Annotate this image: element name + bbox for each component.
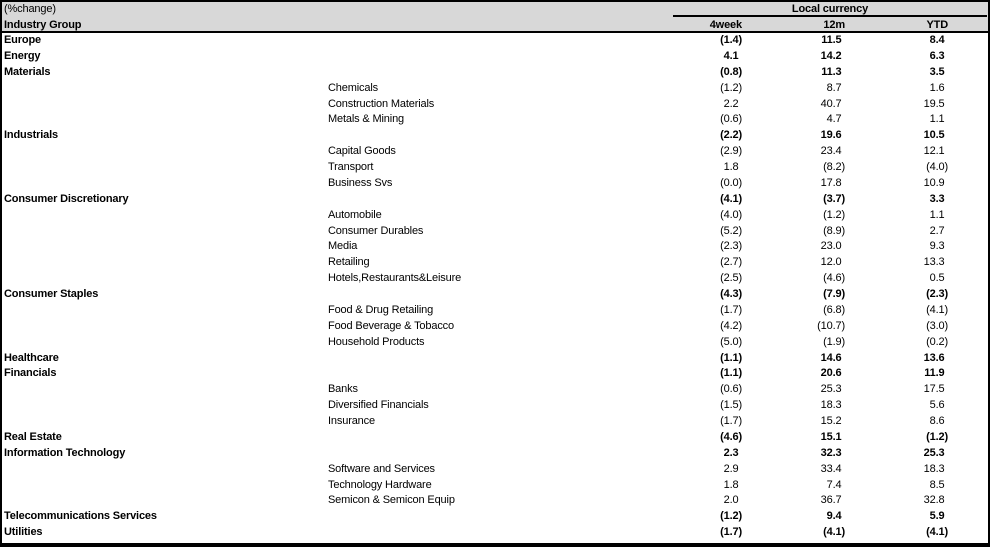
cell-value: 2.3 [723,446,739,459]
cell-value: (0.0) [720,176,742,189]
table-row-sub [2,81,988,97]
cell-value: 10.5 [923,129,945,142]
row-label: Household Products [328,335,425,348]
table-row-group [2,49,988,65]
cell-value: 1.1 [929,113,945,126]
cell-value: 1.8 [723,161,739,173]
table-row-sub [2,176,988,192]
cell-value: 18.3 [923,462,945,475]
row-label: Europe [4,34,41,46]
cell-value: 0.5 [929,272,945,285]
cell-value: (4.1) [823,526,845,539]
cell-value: 4.7 [826,113,842,126]
row-label: Software and Services [328,462,435,475]
row-label: Semicon & Semicon Equip [328,494,455,507]
cell-value: 1.1 [929,208,945,221]
table-row-sub [2,319,988,335]
table-row-sub [2,112,988,128]
cell-value: (3.7) [823,192,845,205]
cell-value: 19.5 [923,97,945,110]
cell-value: (1.7) [720,415,742,427]
table-row-group [2,351,988,367]
table-row-group [2,509,988,525]
table-row-group [2,446,988,462]
cell-value: 12.1 [923,145,945,158]
cell-value: 9.4 [826,510,842,523]
row-label: Retailing [328,256,370,269]
cell-value: (0.8) [720,65,742,78]
cell-value: 1.8 [723,478,739,491]
table-row-sub [2,144,988,160]
cell-value: 7.4 [826,478,842,491]
cell-value: (4.3) [720,288,742,300]
table-row-group [2,65,988,81]
table-row-sub [2,255,988,271]
table-row-group [2,287,988,303]
cell-value: 4.1 [723,49,739,62]
cell-value: (2.5) [720,272,742,285]
row-label: Metals & Mining [328,113,405,126]
cell-value: (7.9) [823,288,845,300]
cell-value: (1.7) [720,303,742,316]
row-label: Construction Materials [328,97,435,110]
cell-value: 32.3 [820,446,842,459]
cell-value: 11.5 [821,34,842,46]
cell-value: (4.0) [720,208,742,221]
cell-value: (4.1) [926,526,948,539]
row-label: Materials [4,65,51,78]
industry-group-column-header: Industry Group [4,19,82,31]
row-label: Diversified Financials [328,399,429,412]
cell-value: (2.2) [720,129,742,142]
table-row-sub [2,303,988,319]
cell-value: (0.6) [720,383,742,396]
cell-value: 5.9 [929,510,945,523]
table-row-group [2,192,988,208]
table-row-sub [2,208,988,224]
cell-value: (2.3) [720,240,742,253]
cell-value: 11.3 [821,65,842,78]
cell-value: 2.9 [723,462,739,475]
cell-value: 13.3 [923,256,945,269]
row-label: Consumer Discretionary [4,192,129,205]
cell-value: (10.7) [817,319,845,332]
row-label: Business Svs [328,176,393,189]
cell-value: 14.6 [820,351,842,364]
cell-value: 25.3 [820,383,842,396]
cell-value: (2.3) [926,288,948,300]
cell-value: (1.2) [720,81,742,94]
table-row-sub [2,382,988,398]
table-row-sub [2,224,988,240]
table-row-sub [2,335,988,351]
row-label: Chemicals [328,81,378,94]
cell-value: 3.5 [929,65,945,78]
table-row-group [2,33,988,49]
row-label: Utilities [4,526,43,539]
row-label: Hotels,Restaurants&Leisure [328,272,462,285]
cell-value: 11.9 [924,367,945,380]
cell-value: 15.2 [820,415,842,427]
table-row-sub [2,414,988,430]
cell-value: 8.5 [929,478,945,491]
table-row-sub [2,493,988,509]
cell-value: (6.8) [823,303,845,316]
cell-value: (5.0) [720,335,742,348]
row-label: Consumer Durables [328,224,424,237]
cell-value: 9.3 [929,240,945,253]
cell-value: (8.2) [823,161,845,173]
cell-value: 15.1 [820,430,842,443]
table-row-sub [2,271,988,287]
row-label: Information Technology [4,446,126,459]
cell-value: 40.7 [820,97,842,110]
cell-value: (1.2) [926,430,948,443]
table-row-sub [2,462,988,478]
row-label: Insurance [328,415,375,427]
row-label: Automobile [328,208,382,221]
table-row-sub [2,97,988,113]
cell-value: (1.7) [720,526,742,539]
cell-value: 17.5 [923,383,945,396]
table-header [2,2,988,33]
cell-value: 23.4 [820,145,842,158]
cell-value: 20.6 [820,367,842,380]
cell-value: 8.6 [929,415,945,427]
table-body [2,33,988,541]
table-row-sub [2,478,988,494]
table-row-group [2,430,988,446]
cell-value: 5.6 [929,399,945,412]
cell-value: (1.1) [720,351,742,364]
cell-value: 36.7 [820,494,842,507]
cell-value: (4.6) [720,430,742,443]
row-label: Telecommunications Services [4,510,157,523]
cell-value: 19.6 [820,129,842,142]
row-label: Transport [328,161,374,173]
cell-value: 8.4 [929,34,945,46]
cell-value: (0.6) [720,113,742,126]
cell-value: 8.7 [826,81,842,94]
cell-value: (4.1) [926,303,948,316]
column-header-12m: 12m [823,19,845,31]
row-label: Capital Goods [328,145,396,158]
cell-value: 2.7 [929,224,945,237]
row-label: Technology Hardware [328,478,432,491]
cell-value: (1.2) [720,510,742,523]
cell-value: 10.9 [923,176,945,189]
table-row-group [2,128,988,144]
table-row-sub [2,160,988,176]
local-currency-group-header: Local currency [791,3,869,15]
row-label: Industrials [4,129,58,142]
cell-value: 13.6 [923,351,945,364]
cell-value: 12.0 [820,256,842,269]
cell-value: (1.1) [720,367,742,380]
cell-value: 6.3 [929,49,945,62]
cell-value: 3.3 [929,192,945,205]
column-header-ytd: YTD [926,19,948,31]
cell-value: (3.0) [926,319,948,332]
cell-value: (4.1) [720,192,742,205]
table-row-group [2,525,988,541]
row-label: Financials [4,367,57,380]
row-label: Consumer Staples [4,288,99,300]
cell-value: (4.6) [823,272,845,285]
row-label: Banks [328,383,358,396]
row-label: Food Beverage & Tobacco [328,319,454,332]
row-label: Healthcare [4,351,59,364]
cell-value: (1.5) [720,399,742,412]
cell-value: 14.2 [820,49,842,62]
cell-value: 23.0 [820,240,842,253]
column-header-4week: 4week [709,19,742,31]
cell-value: 17.8 [820,176,842,189]
cell-value: 32.8 [923,494,945,507]
cell-value: (2.9) [720,145,742,158]
cell-value: (0.2) [926,335,948,348]
table-row-sub [2,239,988,255]
cell-value: (2.7) [720,256,742,269]
cell-value: (1.9) [823,335,845,348]
row-label: Real Estate [4,430,62,443]
cell-value: 18.3 [820,399,842,412]
cell-value: (8.9) [823,224,845,237]
table-row-group [2,366,988,382]
cell-value: 1.6 [929,81,945,94]
table-row-sub [2,398,988,414]
row-label: Media [328,240,358,253]
cell-value: (4.0) [926,161,948,173]
cell-value: 2.2 [723,97,739,110]
cell-value: (1.4) [720,34,742,46]
percent-change-label: (%change) [4,3,56,15]
cell-value: (5.2) [720,224,742,237]
row-label: Food & Drug Retailing [328,303,434,316]
row-label: Energy [4,49,41,62]
cell-value: 2.0 [723,494,739,507]
cell-value: (1.2) [823,208,845,221]
cell-value: 25.3 [923,446,945,459]
cell-value: 33.4 [820,462,842,475]
cell-value: (4.2) [720,319,742,332]
